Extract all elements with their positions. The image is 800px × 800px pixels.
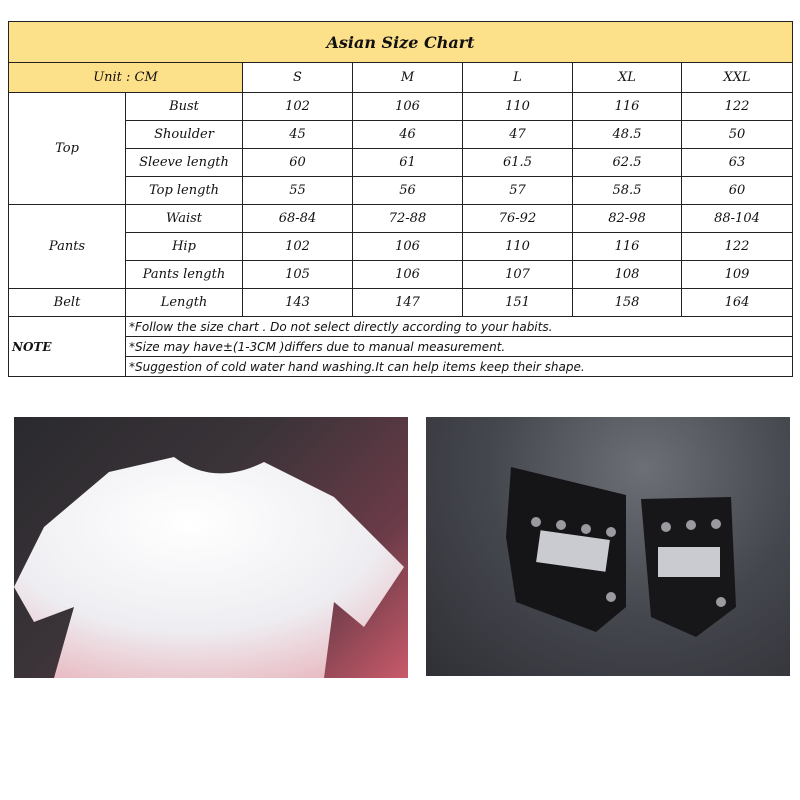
value-cell: 61.5 — [463, 149, 573, 177]
value-cell: 158 — [573, 289, 682, 317]
value-cell: 106 — [353, 261, 463, 289]
measure-label: Hip — [126, 233, 243, 261]
table-row — [9, 233, 793, 261]
value-cell: 88-104 — [682, 205, 793, 233]
value-cell: 109 — [682, 261, 793, 289]
measure-label: Length — [126, 289, 243, 317]
measure-label: Top length — [126, 177, 243, 205]
value-cell: 106 — [353, 93, 463, 121]
value-cell: 122 — [682, 233, 793, 261]
chart-title: Asian Size Chart — [9, 22, 793, 63]
value-cell: 61 — [353, 149, 463, 177]
note-text: *Size may have±(1-3CM )differs due to manual measurement. — [126, 337, 793, 357]
measure-label: Bust — [126, 93, 243, 121]
value-cell: 110 — [463, 93, 573, 121]
value-cell: 107 — [463, 261, 573, 289]
value-cell: 68-84 — [243, 205, 353, 233]
group-label: Top — [9, 93, 126, 205]
value-cell: 46 — [353, 121, 463, 149]
value-cell: 164 — [682, 289, 793, 317]
measure-label: Pants length — [126, 261, 243, 289]
value-cell: 105 — [243, 261, 353, 289]
size-header: XXL — [682, 63, 793, 93]
value-cell: 50 — [682, 121, 793, 149]
table-row — [9, 289, 793, 317]
value-cell: 72-88 — [353, 205, 463, 233]
value-cell: 102 — [243, 93, 353, 121]
value-cell: 116 — [573, 233, 682, 261]
value-cell: 62.5 — [573, 149, 682, 177]
value-cell: 45 — [243, 121, 353, 149]
note-label: NOTE — [9, 317, 126, 377]
value-cell: 63 — [682, 149, 793, 177]
note-text: *Follow the size chart . Do not select directly according to your habits. — [126, 317, 793, 337]
measure-label: Shoulder — [126, 121, 243, 149]
table-row — [9, 205, 793, 233]
tshirt-photo — [14, 417, 408, 678]
value-cell: 151 — [463, 289, 573, 317]
table-row — [9, 121, 793, 149]
value-cell: 56 — [353, 177, 463, 205]
value-cell: 147 — [353, 289, 463, 317]
tshirt-shape — [14, 457, 404, 678]
size-header: S — [243, 63, 353, 93]
value-cell: 76-92 — [463, 205, 573, 233]
value-cell: 122 — [682, 93, 793, 121]
value-cell: 48.5 — [573, 121, 682, 149]
value-cell: 102 — [243, 233, 353, 261]
value-cell: 58.5 — [573, 177, 682, 205]
size-header: M — [353, 63, 463, 93]
group-label: Belt — [9, 289, 126, 317]
size-chart-table — [8, 21, 793, 377]
value-cell: 60 — [243, 149, 353, 177]
size-header: L — [463, 63, 573, 93]
value-cell: 108 — [573, 261, 682, 289]
unit-label: Unit : CM — [9, 63, 243, 93]
value-cell: 47 — [463, 121, 573, 149]
group-label: Pants — [9, 205, 126, 289]
value-cell: 106 — [353, 233, 463, 261]
value-cell: 55 — [243, 177, 353, 205]
table-row — [9, 93, 793, 121]
gloves-photo — [426, 417, 790, 676]
note-text: *Suggestion of cold water hand washing.It can help items keep their shape. — [126, 357, 793, 377]
table-row — [9, 149, 793, 177]
measure-label: Waist — [126, 205, 243, 233]
value-cell: 82-98 — [573, 205, 682, 233]
measure-label: Sleeve length — [126, 149, 243, 177]
value-cell: 110 — [463, 233, 573, 261]
value-cell: 116 — [573, 93, 682, 121]
value-cell: 143 — [243, 289, 353, 317]
table-row — [9, 261, 793, 289]
table-row — [9, 177, 793, 205]
size-header: XL — [573, 63, 682, 93]
value-cell: 57 — [463, 177, 573, 205]
value-cell: 60 — [682, 177, 793, 205]
